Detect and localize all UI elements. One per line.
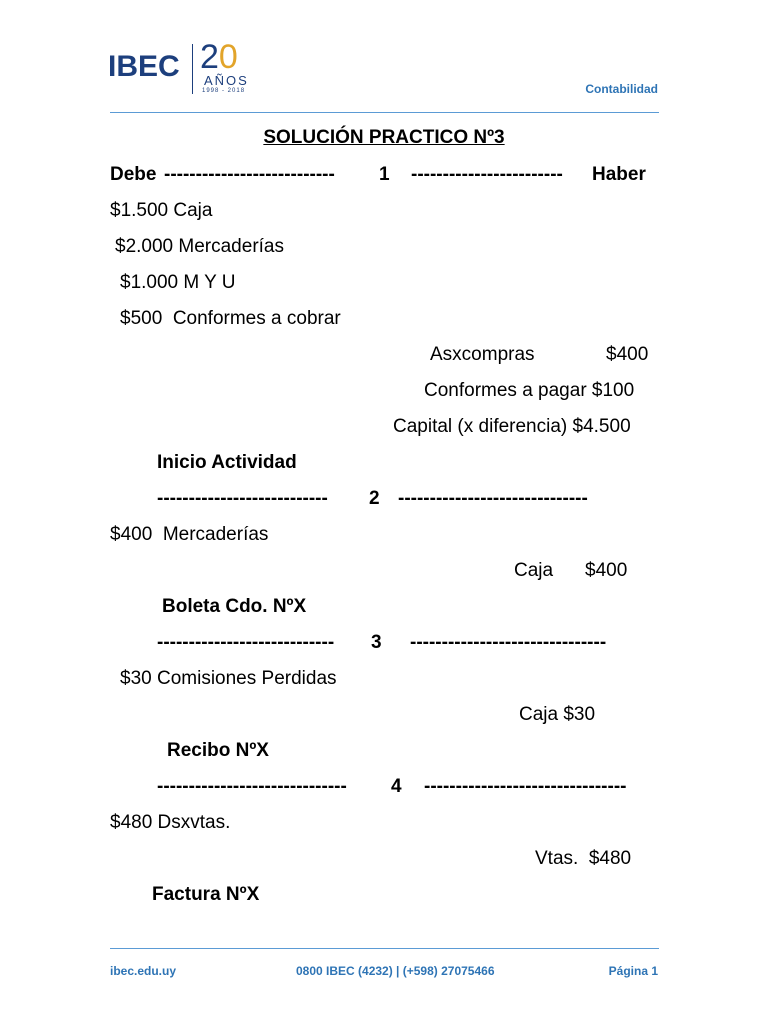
entry-description: Recibo NºX: [167, 740, 269, 761]
credit-line: Conformes a pagar $100: [424, 380, 635, 401]
logo-zero-ring: 0: [218, 38, 238, 76]
entry-description: Factura NºX: [152, 884, 260, 905]
header-rule: [110, 112, 659, 113]
entry-description: Inicio Actividad: [157, 452, 297, 473]
logo-divider: [192, 44, 193, 94]
logo-20-anniversary: 20: [200, 38, 238, 76]
entry-description: Boleta Cdo. NºX: [162, 596, 307, 617]
logo-anos: AÑOS: [204, 73, 249, 88]
separator-dashes: -------------------------------: [410, 632, 607, 653]
footer-page-number: Página 1: [608, 964, 658, 978]
separator-dashes: ------------------------------: [398, 488, 588, 509]
debit-line: $1.000 M Y U: [120, 272, 236, 293]
footer-website-link[interactable]: ibec.edu.uy: [110, 964, 177, 978]
credit-line: Vtas. $480: [535, 848, 632, 869]
credit-line: Capital (x diferencia) $4.500: [393, 416, 631, 437]
credit-label: Asxcompras: [430, 344, 535, 365]
entry-number: 4: [391, 776, 402, 797]
logo-text: IBEC: [108, 50, 180, 83]
credit-amount: $400: [606, 344, 649, 365]
entry-number: 3: [371, 632, 382, 653]
credit-label: Caja: [514, 560, 554, 581]
separator-dashes: ------------------------: [411, 164, 563, 185]
footer-rule: [110, 948, 659, 949]
separator-dashes: ---------------------------: [157, 488, 328, 509]
page-title: SOLUCIÓN PRACTICO Nº3: [263, 127, 505, 148]
debit-line: $500 Conformes a cobrar: [120, 308, 341, 329]
footer-phone: 0800 IBEC (4232) | (+598) 27075466: [296, 964, 495, 978]
separator-dashes: ------------------------------: [157, 776, 347, 797]
ibec-logo: [108, 38, 258, 98]
debit-line: $400 Mercaderías: [110, 524, 269, 545]
debit-line: $2.000 Mercaderías: [115, 236, 284, 257]
debe-label: Debe: [110, 164, 157, 185]
entry-number: 2: [369, 488, 380, 509]
logo-years: 1998 - 2018: [202, 88, 246, 94]
section-title: Contabilidad: [585, 82, 658, 96]
separator-dashes: ----------------------------: [157, 632, 335, 653]
separator-dashes: --------------------------------: [424, 776, 627, 797]
debit-line: $1.500 Caja: [110, 200, 213, 221]
haber-label: Haber: [592, 164, 646, 185]
entry-number: 1: [379, 164, 390, 185]
credit-amount: $400: [585, 560, 628, 581]
debit-line: $480 Dsxvtas.: [110, 812, 231, 833]
debit-line: $30 Comisiones Perdidas: [120, 668, 337, 689]
credit-line: Caja $30: [519, 704, 596, 725]
separator-dashes: ---------------------------: [164, 164, 335, 185]
